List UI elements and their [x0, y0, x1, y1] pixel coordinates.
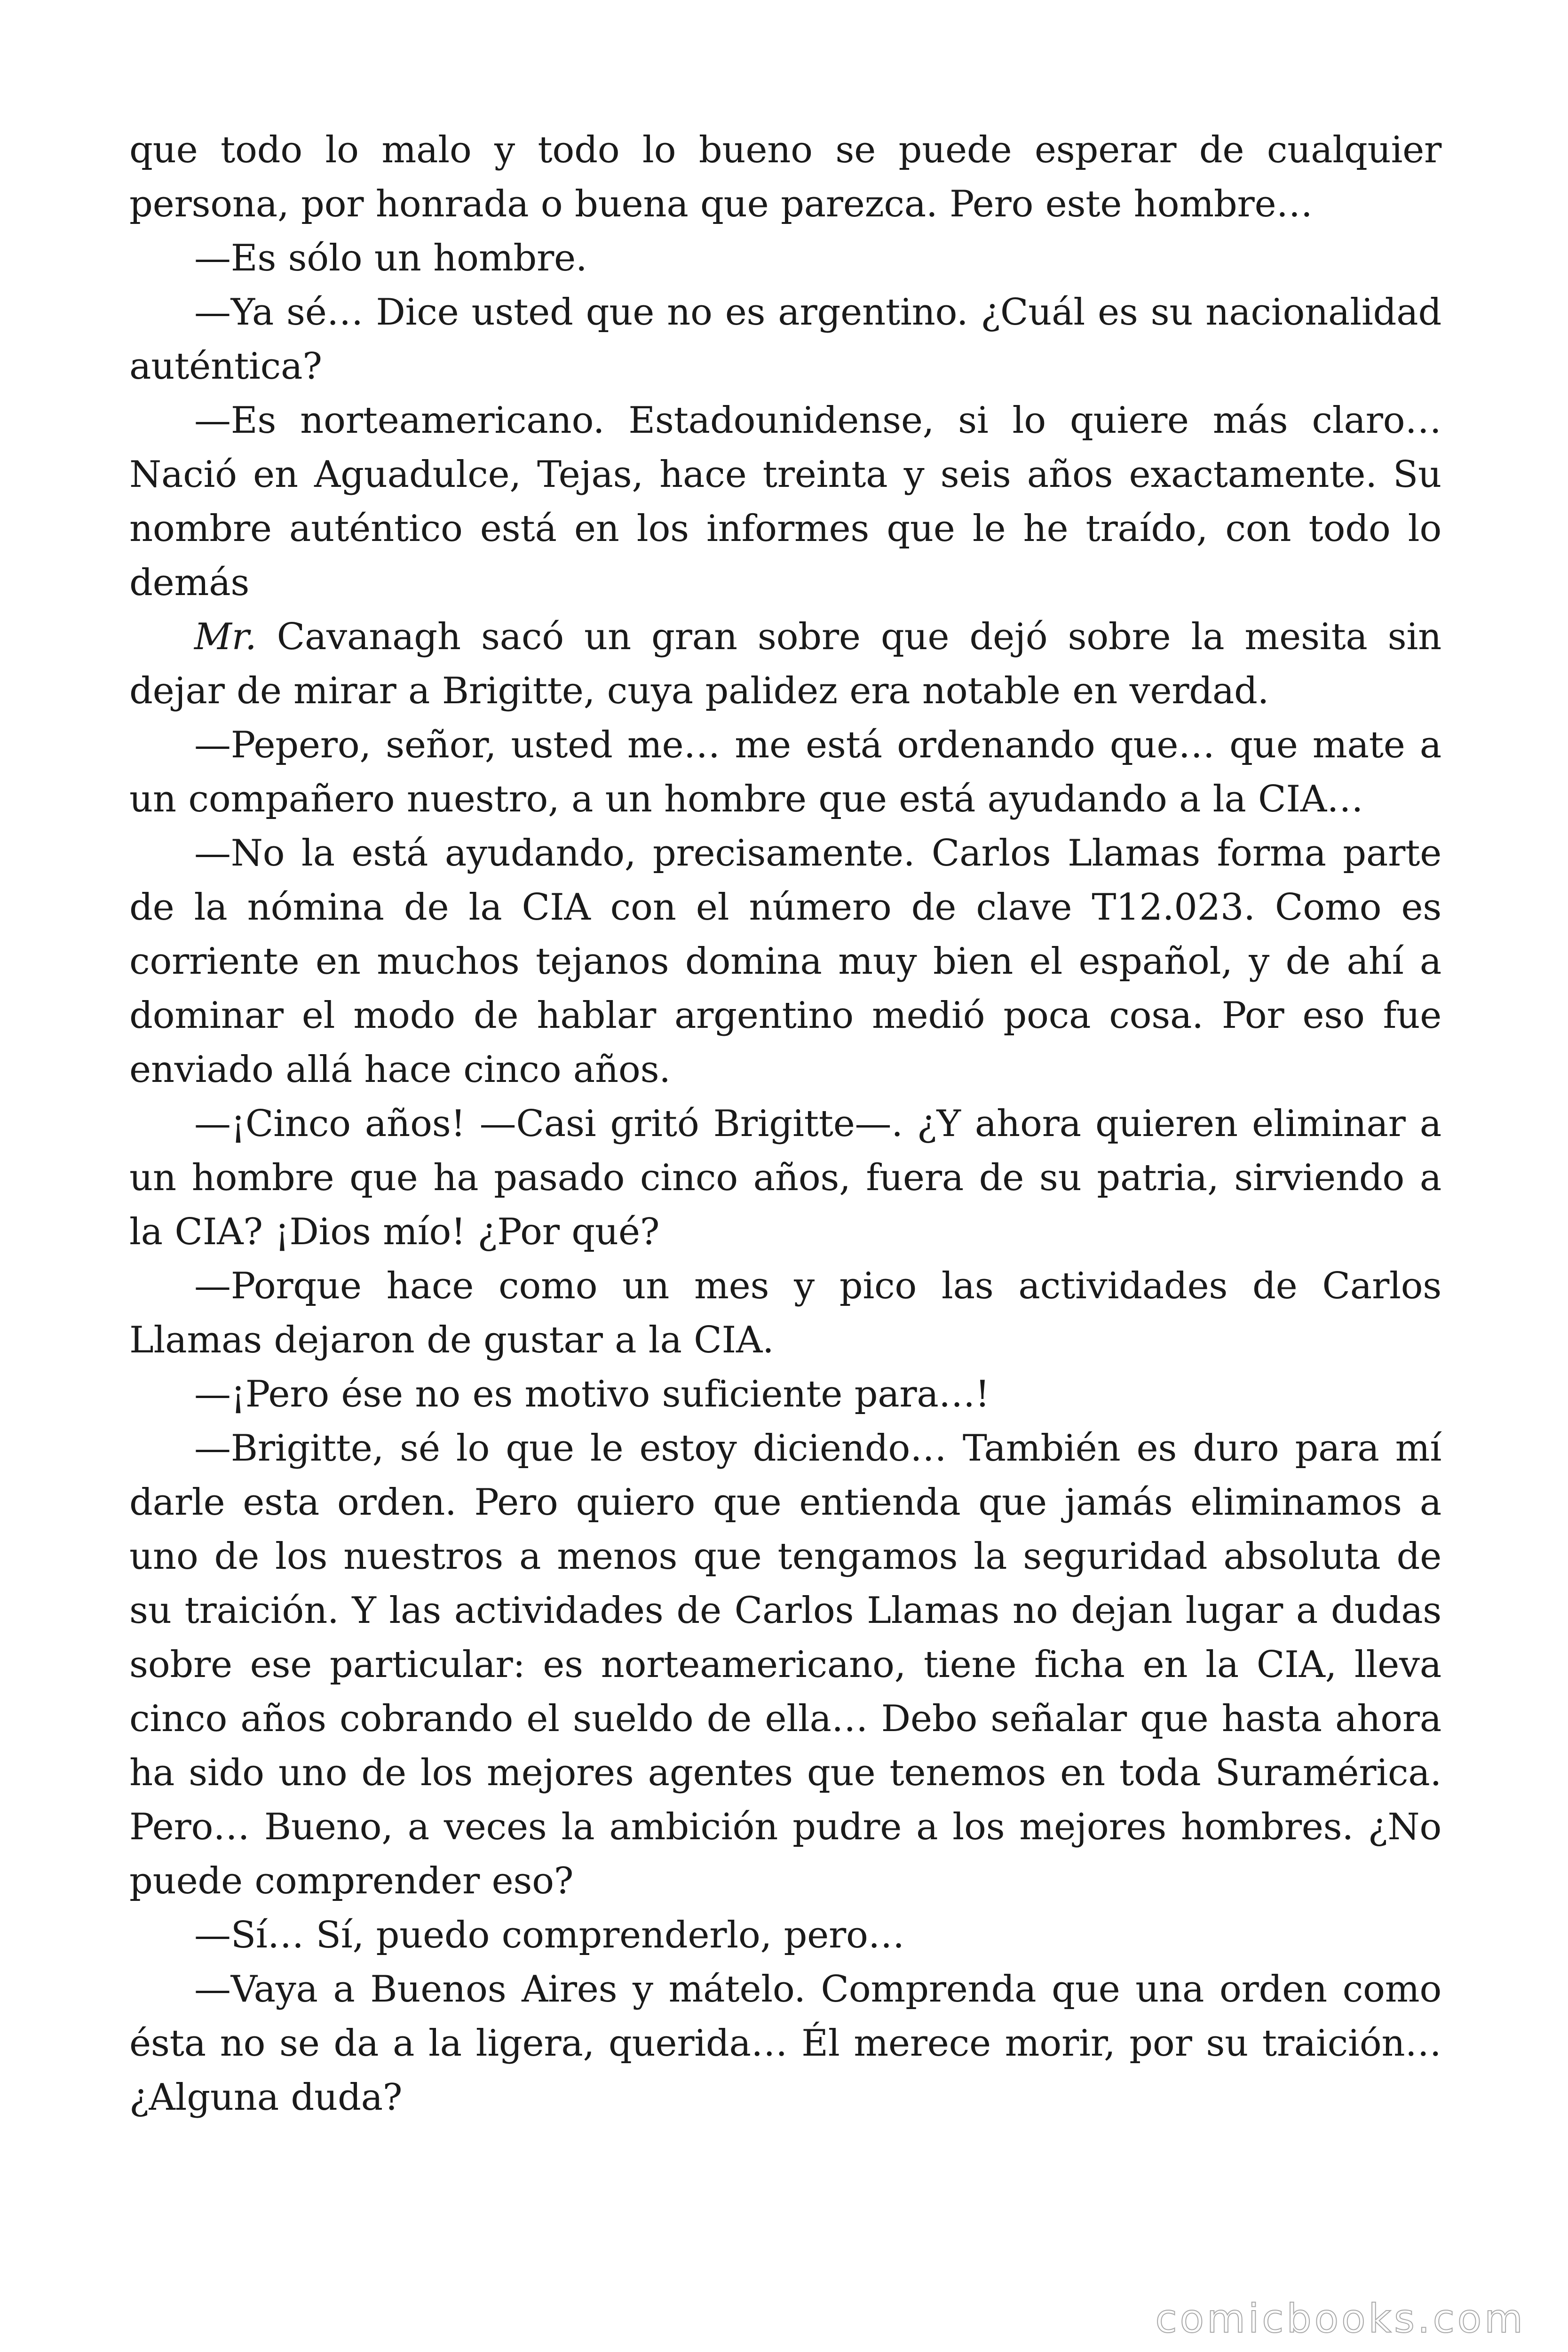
paragraph	[129, 394, 1441, 610]
paragraph	[129, 718, 1441, 826]
paragraph-text: —Porque hace como un mes y pico las actividades de Carlos Llamas dejaron de gustar a la CIA.	[129, 1265, 1441, 1361]
paragraph	[129, 610, 1441, 718]
paragraph-text: —Sí… Sí, puedo comprenderlo, pero…	[194, 1914, 905, 1956]
paragraph	[129, 1963, 1441, 2125]
paragraph-text: —Vaya a Buenos Aires y mátelo. Comprenda que una orden como ésta no se da a la ligera, querida… Él merece morir, por su traición… ¿Alguna duda?	[129, 1968, 1441, 2119]
paragraph-text: —Es norteamericano. Estadounidense, si lo quiere más claro… Nació en Aguadulce, Tejas, hace treinta y seis años exactamente. Su nombre auténtico está en los informes que le he traído, con todo lo demás	[129, 399, 1441, 604]
paragraph	[129, 1422, 1441, 1908]
paragraph	[129, 231, 1441, 286]
paragraph-text: —¡Pero ése no es motivo suficiente para…!	[194, 1373, 990, 1415]
paragraph-text: —Brigitte, sé lo que le estoy diciendo… También es duro para mí darle esta orden. Pero quiero que entienda que jamás eliminamos a uno de los nuestros a menos que tengamos la seguridad absoluta de su traición. Y las actividades de Carlos Llamas no dejan lugar a dudas sobre ese particular: es norteamericano, tiene ficha en la CIA, lleva cinco años cobrando el sueldo de ella… Debo señalar que hasta ahora ha sido uno de los mejores agentes que tenemos en toda Suramérica. Pero… Bueno, a veces la ambición pudre a los mejores hombres. ¿No puede comprender eso?	[129, 1427, 1441, 1902]
body-text	[129, 123, 1441, 2125]
paragraph	[129, 123, 1441, 231]
paragraph-text: —No la está ayudando, precisamente. Carlos Llamas forma parte de la nómina de la CIA con el número de clave T12.023. Como es corriente en muchos tejanos domina muy bien el español, y de ahí a dominar el modo de hablar argentino medió poca cosa. Por eso fue enviado allá hace cinco años.	[129, 832, 1441, 1091]
paragraph-text: —¡Cinco años! —Casi gritó Brigitte—. ¿Y ahora quieren eliminar a un hombre que ha pasado cinco años, fuera de su patria, sirviendo a la CIA? ¡Dios mío! ¿Por qué?	[129, 1103, 1441, 1253]
paragraph	[129, 826, 1441, 1097]
paragraph	[129, 1367, 1441, 1422]
paragraph-text: que todo lo malo y todo lo bueno se puede esperar de cualquier persona, por honrada o buena que parezca. Pero este hombre…	[129, 129, 1441, 225]
paragraph	[129, 1097, 1441, 1259]
paragraph-text: —Pepero, señor, usted me… me está ordenando que… que mate a un compañero nuestro, a un hombre que está ayudando a la CIA…	[129, 724, 1441, 820]
paragraph-text: —Ya sé… Dice usted que no es argentino. ¿Cuál es su nacionalidad auténtica?	[129, 291, 1441, 388]
paragraph	[129, 1259, 1441, 1367]
paragraph-text: Cavanagh sacó un gran sobre que dejó sobre la mesita sin dejar de mirar a Brigitte, cuya palidez era notable en verdad.	[129, 616, 1441, 712]
paragraph-text: —Es sólo un hombre.	[194, 237, 587, 279]
paragraph	[129, 1908, 1441, 1963]
italic-lead: Mr.	[194, 616, 257, 658]
paragraph	[129, 286, 1441, 394]
watermark: comicbooks.com	[1155, 2296, 1526, 2342]
